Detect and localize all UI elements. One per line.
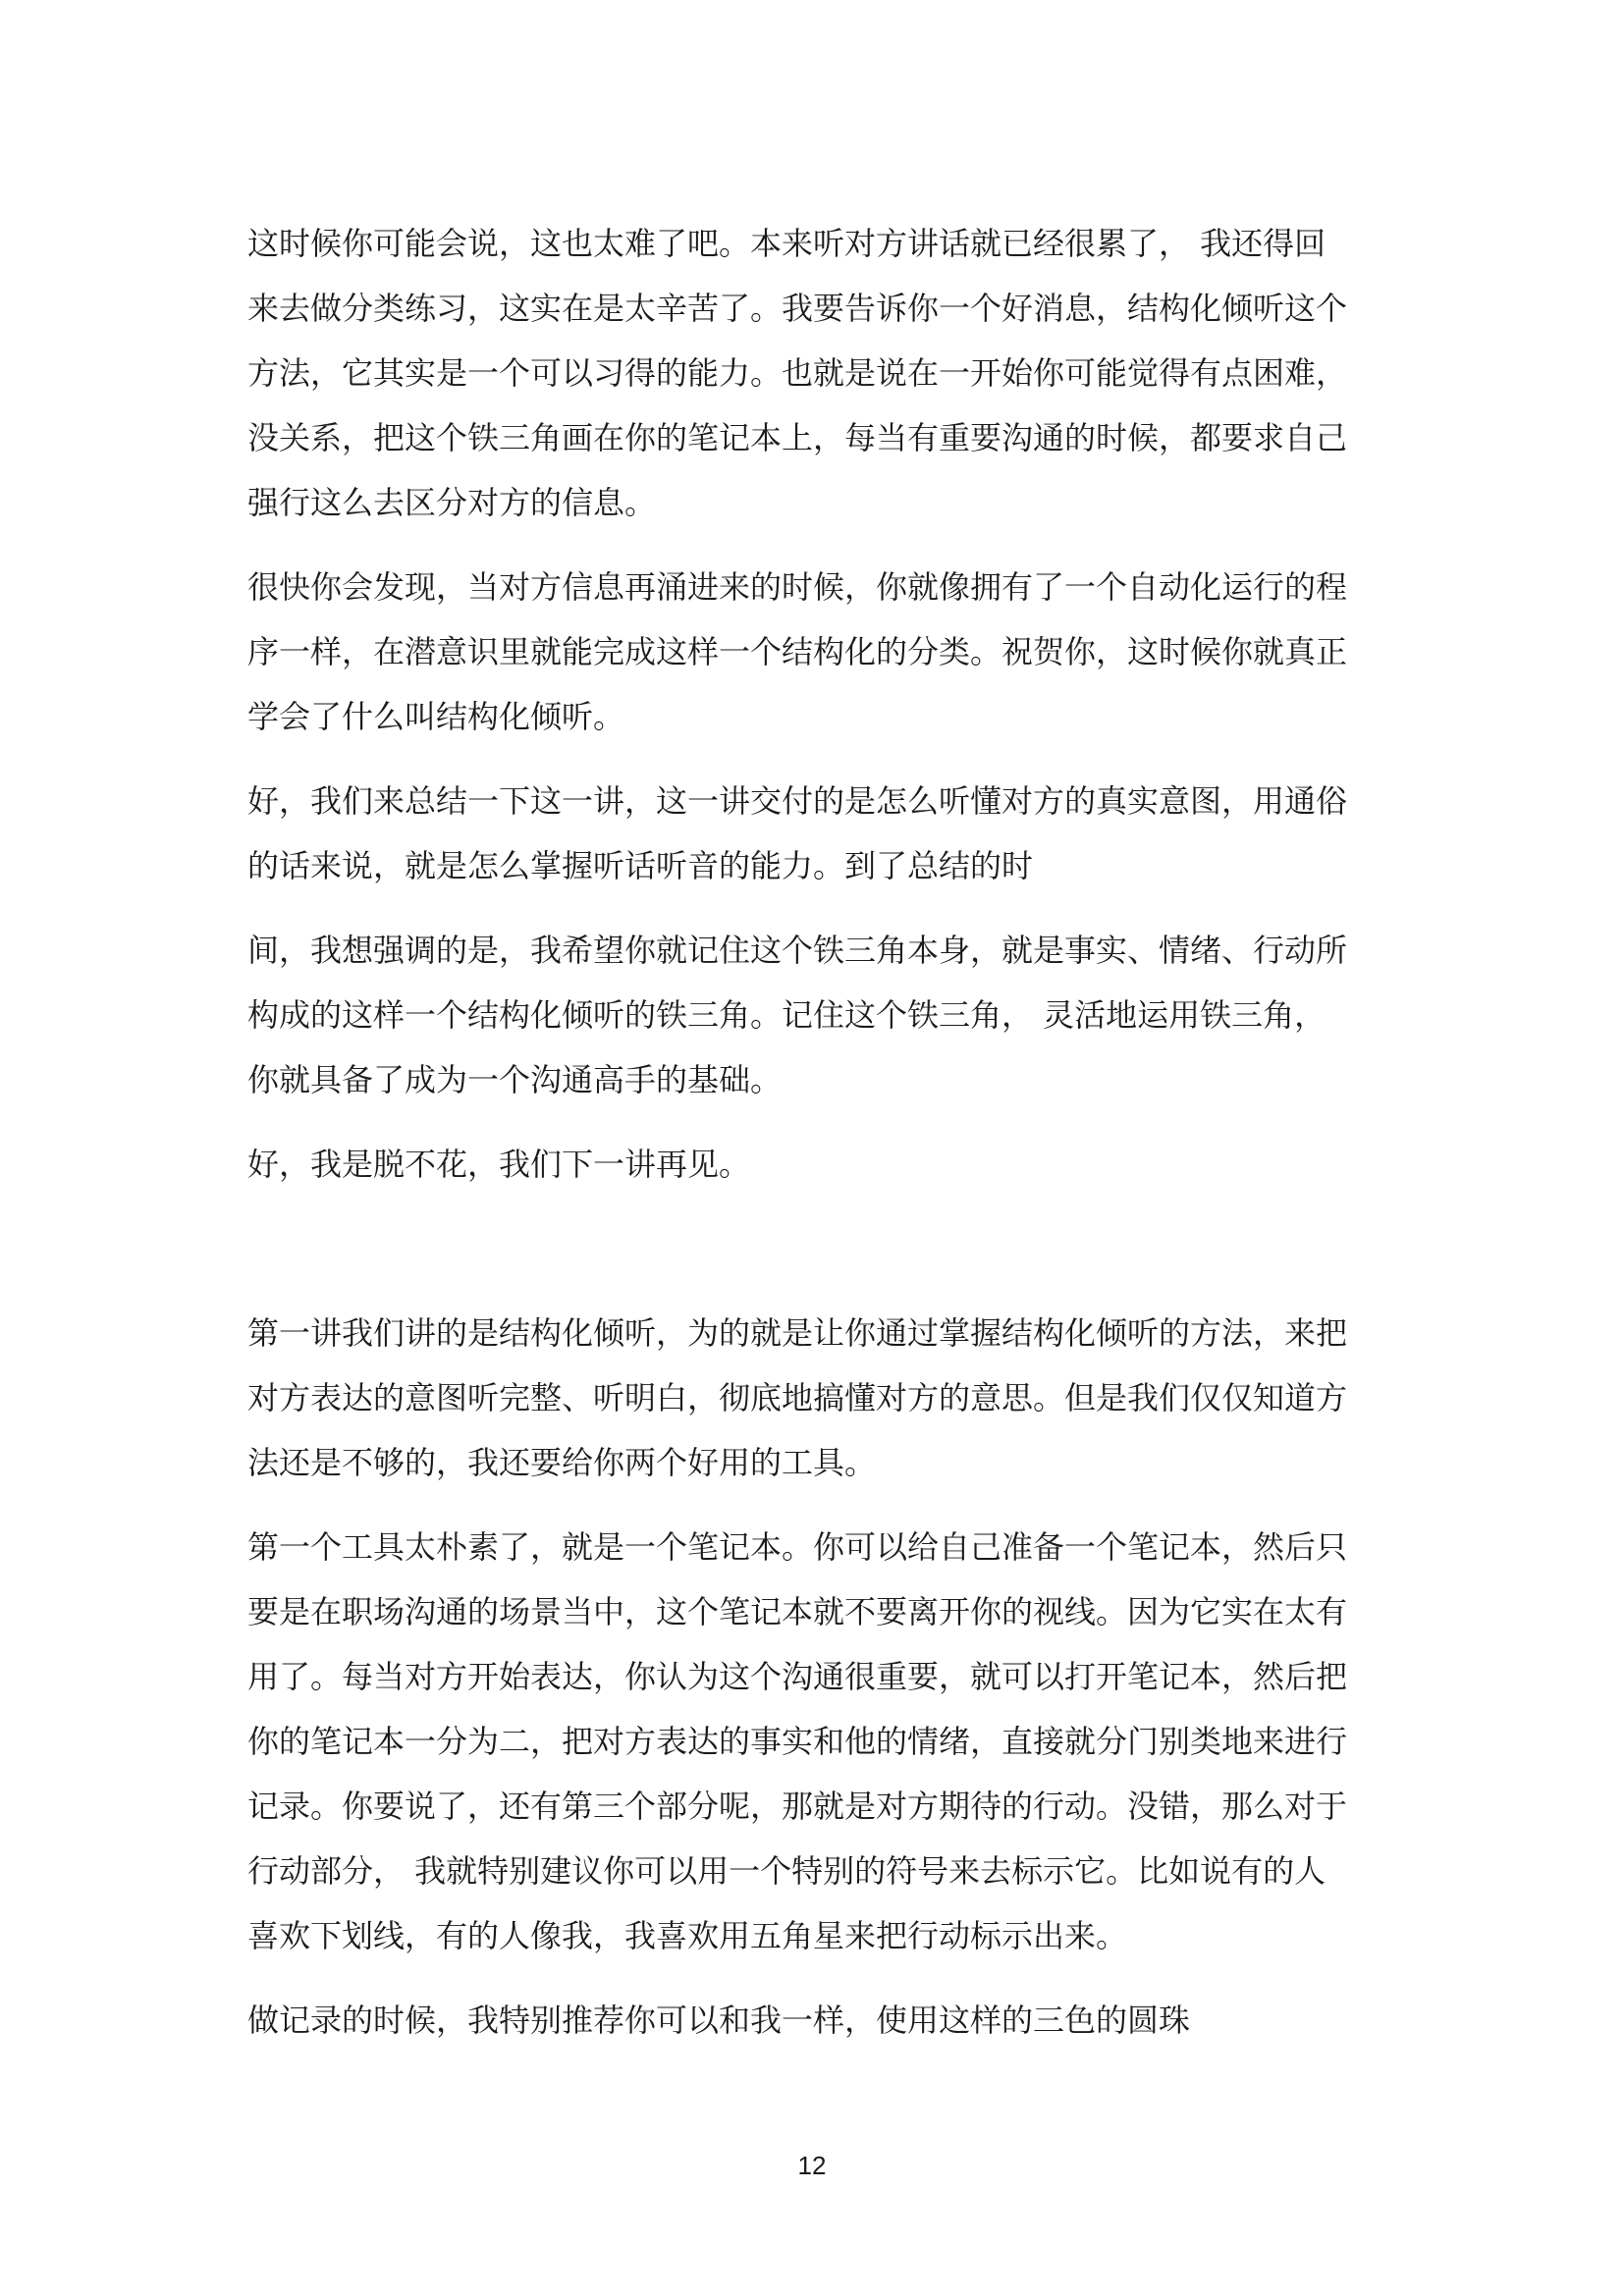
text-line: 方法，它其实是一个可以习得的能力。也就是说在一开始你可能觉得有点困难， xyxy=(247,354,1348,392)
text-line: 行动部分， 我就特别建议你可以用一个特别的符号来去标示它。比如说有的人 xyxy=(247,1852,1326,1890)
text-line: 这时候你可能会说，这也太难了吧。本来听对方讲话就已经很累了， 我还得回 xyxy=(247,225,1326,262)
text-line: 做记录的时候，我特别推荐你可以和我一样，使用这样的三色的圆珠 xyxy=(247,2002,1191,2039)
text-line: 第一个工具太朴素了，就是一个笔记本。你可以给自己准备一个笔记本，然后只 xyxy=(247,1528,1348,1566)
text-line: 喜欢下划线，有的人像我，我喜欢用五角星来把行动标示出来。 xyxy=(247,1917,1128,1954)
text-line: 构成的这样一个结构化倾听的铁三角。记住这个铁三角， 灵活地运用铁三角， xyxy=(247,996,1326,1034)
page-number: 12 xyxy=(797,2151,827,2180)
text-line: 强行这么去区分对方的信息。 xyxy=(247,484,657,521)
text-line: 序一样，在潜意识里就能完成这样一个结构化的分类。祝贺你，这时候你就真正 xyxy=(247,633,1348,670)
text-line: 第一讲我们讲的是结构化倾听，为的就是让你通过掌握结构化倾听的方法，来把 xyxy=(247,1314,1348,1352)
text-line: 没关系，把这个铁三角画在你的笔记本上，每当有重要沟通的时候，都要求自己 xyxy=(247,419,1348,456)
text-line: 法还是不够的，我还要给你两个好用的工具。 xyxy=(247,1444,877,1481)
text-line: 用了。每当对方开始表达，你认为这个沟通很重要，就可以打开笔记本，然后把 xyxy=(247,1658,1348,1695)
text-line: 来去做分类练习，这实在是太辛苦了。我要告诉你一个好消息，结构化倾听这个 xyxy=(247,290,1348,327)
text-line: 要是在职场沟通的场景当中，这个笔记本就不要离开你的视线。因为它实在太有 xyxy=(247,1593,1348,1630)
text-line: 很快你会发现，当对方信息再涌进来的时候，你就像拥有了一个自动化运行的程 xyxy=(247,568,1348,606)
text-line: 间，我想强调的是，我希望你就记住这个铁三角本身，就是事实、情绪、行动所 xyxy=(247,932,1348,969)
text-line: 你就具备了成为一个沟通高手的基础。 xyxy=(247,1061,783,1098)
text-line: 学会了什么叫结构化倾听。 xyxy=(247,698,625,735)
text-line: 记录。你要说了，还有第三个部分呢，那就是对方期待的行动。没错，那么对于 xyxy=(247,1788,1348,1825)
text-line: 好，我是脱不花，我们下一讲再见。 xyxy=(247,1146,751,1183)
text-line: 好，我们来总结一下这一讲，这一讲交付的是怎么听懂对方的真实意图，用通俗 xyxy=(247,782,1348,820)
text-line: 对方表达的意图听完整、听明白，彻底地搞懂对方的意思。但是我们仅仅知道方 xyxy=(247,1379,1348,1416)
text-line: 的话来说，就是怎么掌握听话听音的能力。到了总结的时 xyxy=(247,847,1034,884)
text-line: 你的笔记本一分为二，把对方表达的事实和他的情绪，直接就分门别类地来进行 xyxy=(247,1723,1348,1760)
